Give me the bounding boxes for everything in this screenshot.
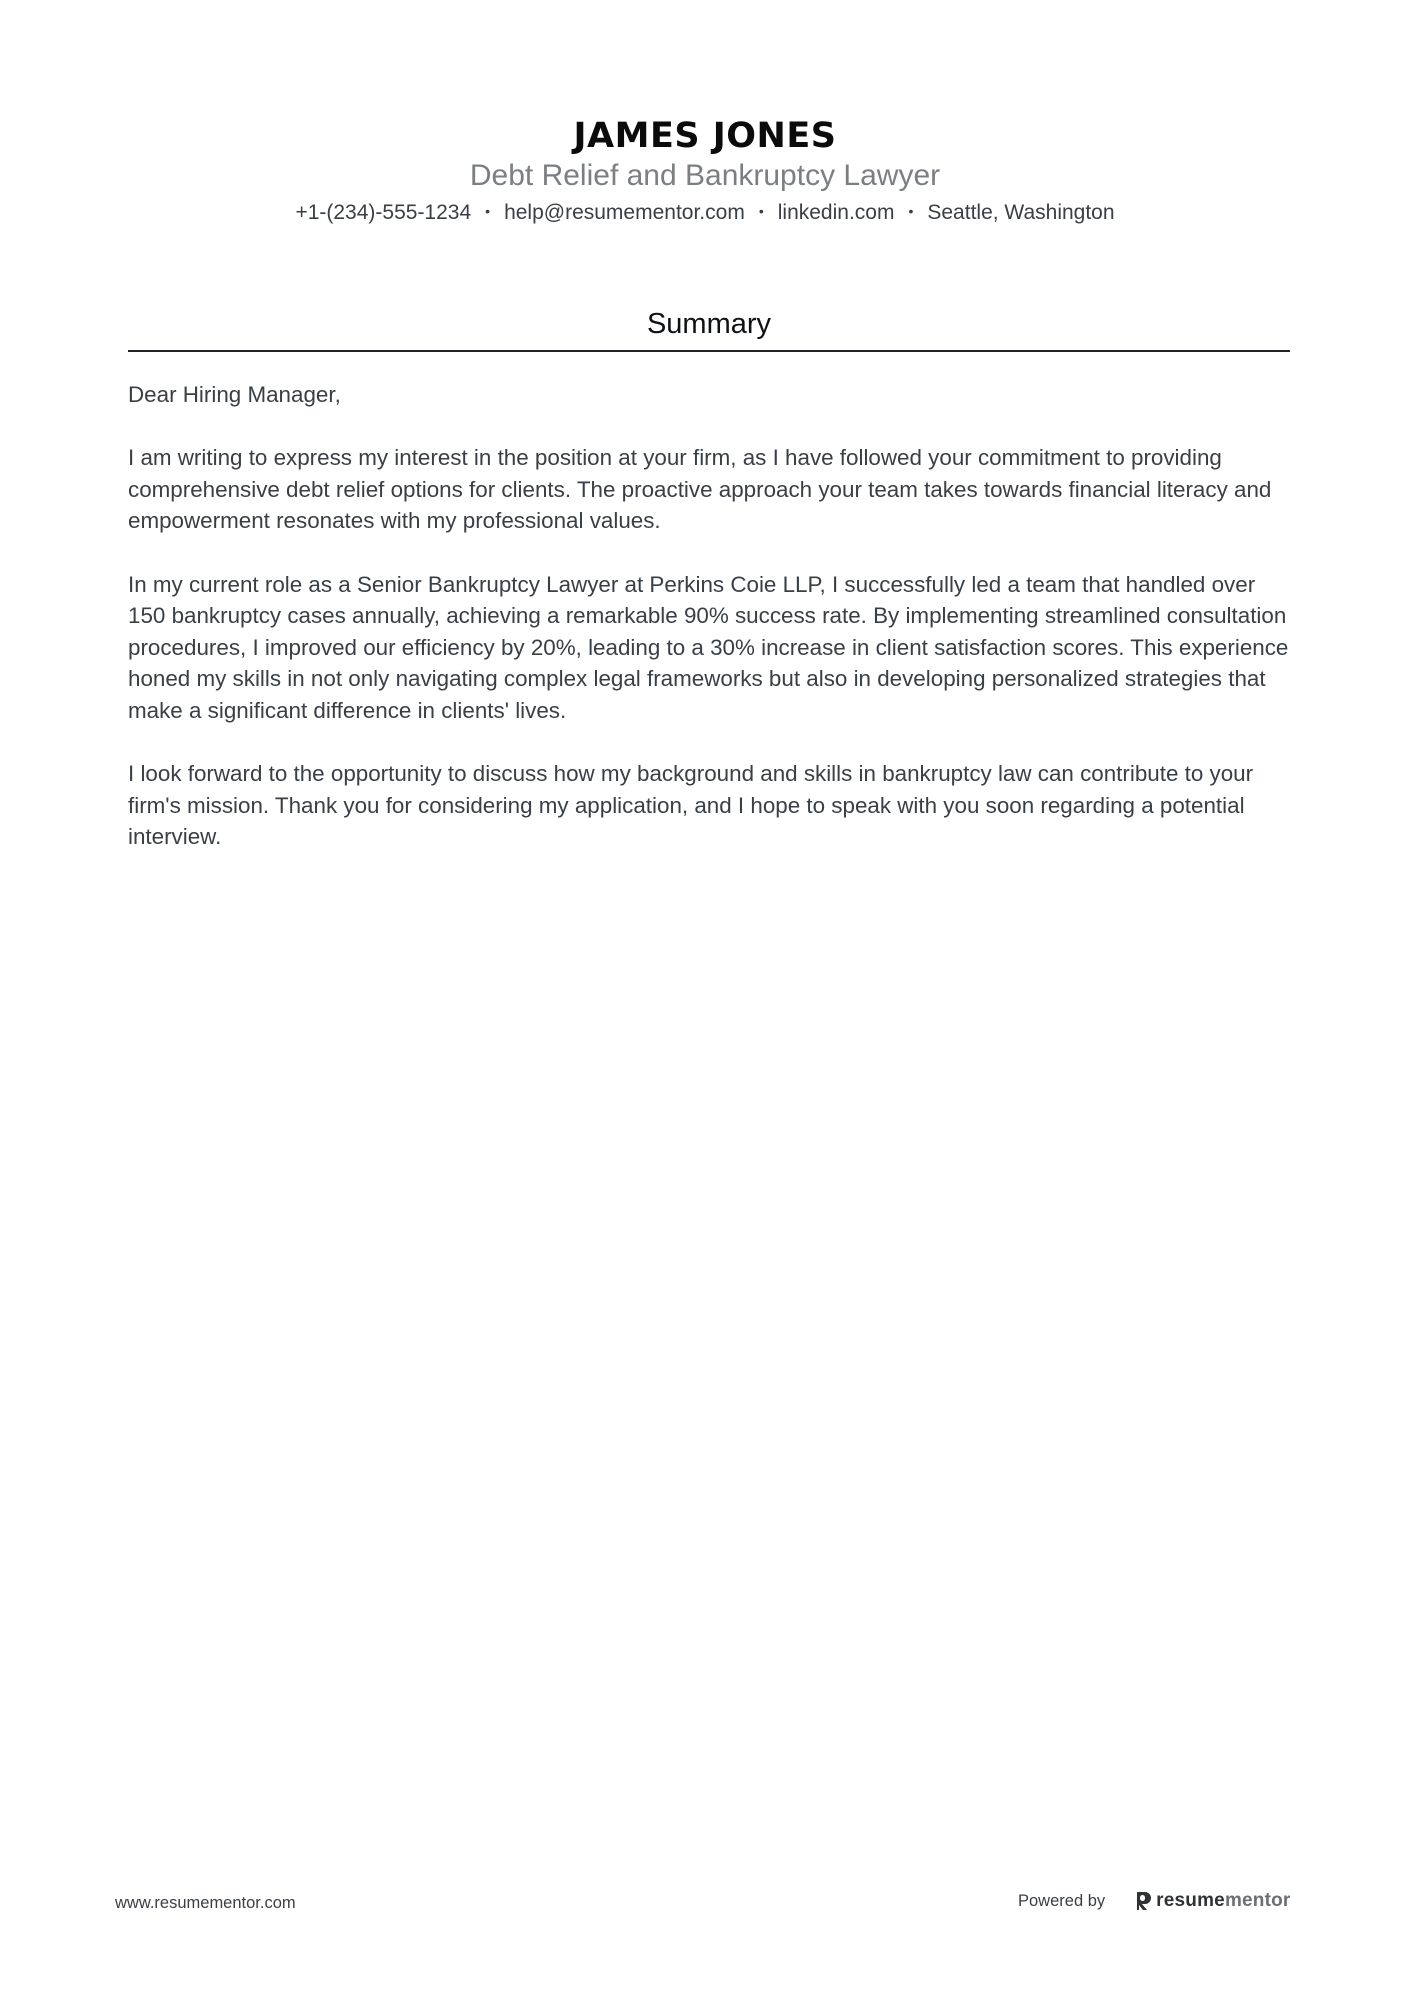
candidate-title: Debt Relief and Bankruptcy Lawyer	[469, 159, 941, 192]
letter-paragraph: I am writing to express my interest in the position at your firm, as I have followed your commitment to providing comprehensive debt relief options for clients. The proactive approach your team takes towards financial literacy and empowerment resonates with my professional values.	[128, 445, 1272, 534]
section-divider	[128, 350, 1290, 352]
footer-website: www.resumementor.com	[115, 1894, 296, 1912]
resumementor-logo-icon	[1135, 1891, 1152, 1911]
header	[0, 112, 1410, 229]
letter-paragraph: In my current role as a Senior Bankruptcy Lawyer at Perkins Coie LLP, I successfully led a team that handled over 150 bankruptcy cases annually, achieving a remarkable 90% success rate. By implementing streamlined consultation procedures, I improved our efficiency by 20%, leading to a 30% increase in client satisfaction scores. This experience honed my skills in not only navigating complex legal frameworks but also in developing personalized strategies that make a significant difference in clients' lives.	[128, 571, 1289, 723]
contact-separator: •	[758, 203, 764, 219]
contact-email: help@resumementor.com	[504, 201, 745, 224]
brand-wordmark: resumementor	[1156, 1890, 1291, 1911]
section-title: Summary	[646, 308, 772, 340]
contact-line	[0, 198, 1410, 229]
letter-body	[128, 379, 1296, 885]
contact-separator: •	[485, 203, 491, 219]
contact-phone: +1-(234)-555-1234	[295, 201, 472, 224]
contact-location: Seattle, Washington	[927, 201, 1115, 224]
contact-separator: •	[908, 203, 914, 219]
powered-by-label: Powered by	[1018, 1891, 1106, 1910]
letter-paragraph: I look forward to the opportunity to discuss how my background and skills in bankruptcy law can contribute to your firm's mission. Thank you for considering my application, and I hope to speak with you soon regarding a potential interview.	[128, 761, 1254, 850]
candidate-name: JAMES JONES	[573, 116, 837, 156]
contact-linkedin: linkedin.com	[777, 201, 895, 224]
letter-greeting: Dear Hiring Manager,	[128, 382, 341, 407]
footer-branding	[1018, 1890, 1291, 1912]
